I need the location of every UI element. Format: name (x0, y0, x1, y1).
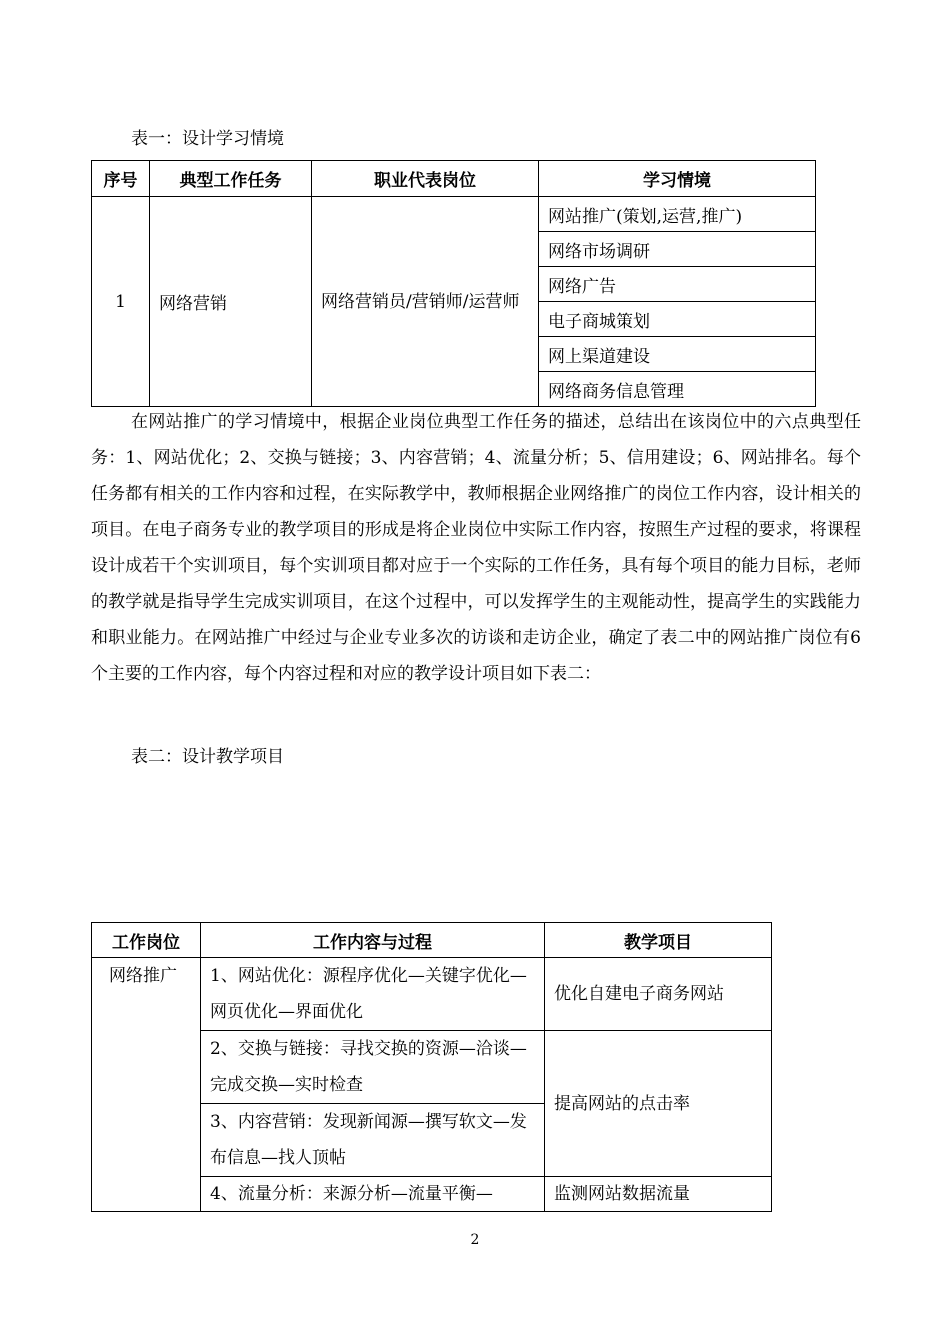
table2-cell-position: 网络推广 (92, 958, 201, 1212)
table1-situation: 网络商务信息管理 (539, 372, 816, 407)
table2-header-project: 教学项目 (545, 923, 772, 958)
table1-situation: 电子商城策划 (539, 302, 816, 337)
table1-header-position: 职业代表岗位 (312, 161, 539, 197)
table1-situation: 网络市场调研 (539, 232, 816, 267)
table1-cell-num: 1 (92, 197, 150, 407)
learning-situation-table (91, 160, 816, 407)
table1-cell-position: 网络营销员/营销师/运营师 (312, 197, 539, 407)
table1-situation: 网上渠道建设 (539, 337, 816, 372)
table1-caption: 表一：设计学习情境 (131, 129, 284, 149)
page-number: 2 (470, 1232, 480, 1248)
table1-situation: 网站推广(策划,运营,推广) (539, 197, 816, 232)
body-paragraph: 在网站推广的学习情境中，根据企业岗位典型工作任务的描述，总结出在该岗位中的六点典型任务：1、网站优化；2、交换与链接；3、内容营销；4、流量分析；5、信用建设；6、网站排名。每个任务都有相关的工作内容和过程，在实际教学中，教师根据企业网络推广的岗位工作内容，设计相关的项目。在电子商务专业的教学项目的形成是将企业岗位中实际工作内容，按照生产过程的要求，将课程设计成若干个实训项目，每个实训项目都对应于一个实际的工作任务，具有每个项目的能力目标，老师的教学就是指导学生完成实训项目，在这个过程中，可以发挥学生的主观能动性，提高学生的实践能力和职业能力。在网站推广中经过与企业专业多次的访谈和走访企业，确定了表二中的网站推广岗位有6个主要的工作内容，每个内容过程和对应的教学设计项目如下表二： (91, 412, 861, 684)
table2-caption: 表二：设计教学项目 (131, 747, 284, 767)
table2-header-position: 工作岗位 (92, 923, 201, 958)
table1-situation: 网络广告 (539, 267, 816, 302)
table1-cell-task: 网络营销 (150, 197, 312, 407)
table2-content: 4、流量分析：来源分析—流量平衡— (201, 1177, 545, 1212)
teaching-project-table (91, 922, 772, 1212)
table2-content: 2、交换与链接：寻找交换的资源—洽谈—完成交换—实时检查 (201, 1031, 545, 1104)
table2-content: 3、内容营销：发现新闻源—撰写软文—发布信息—找人顶帖 (201, 1104, 545, 1177)
table2-project: 监测网站数据流量 (545, 1177, 772, 1212)
table1-header-situation: 学习情境 (539, 161, 816, 197)
table2-project: 提高网站的点击率 (545, 1031, 772, 1177)
table2-content: 1、网站优化：源程序优化—关键字优化—网页优化—界面优化 (201, 958, 545, 1031)
table2-header-content: 工作内容与过程 (201, 923, 545, 958)
table1-header-task: 典型工作任务 (150, 161, 312, 197)
table2-project: 优化自建电子商务网站 (545, 958, 772, 1031)
table1-header-num: 序号 (92, 161, 150, 197)
